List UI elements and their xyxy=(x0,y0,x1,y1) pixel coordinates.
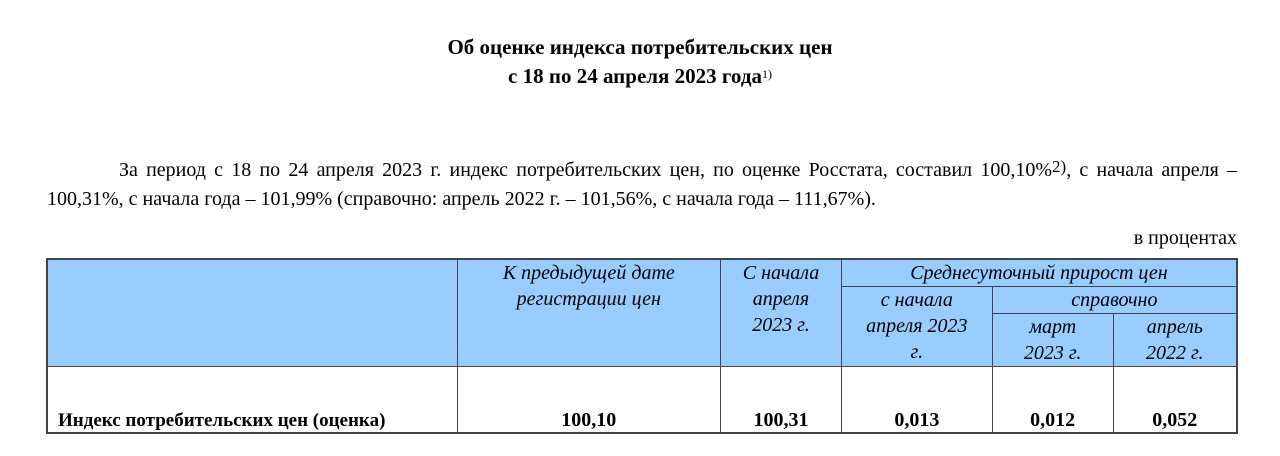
header-daily-growth: Среднесуточный прирост цен xyxy=(841,259,1237,287)
title-line-1: Об оценке индекса потребительских цен xyxy=(447,35,833,59)
header-april-2022: апрель 2022 г. xyxy=(1113,314,1237,367)
header-prev-date: К предыдущей дате регистрации цен xyxy=(457,259,721,367)
units-note: в процентах xyxy=(1133,227,1237,249)
paragraph-footnote-mark: 2) xyxy=(1052,157,1067,176)
title-footnote-mark: 1) xyxy=(761,67,772,81)
header-march-2023: март 2023 г. xyxy=(992,314,1113,367)
table-row xyxy=(47,367,1237,433)
summary-paragraph xyxy=(47,156,1237,214)
value-daily-since-april: 0,013 xyxy=(841,367,992,433)
value-march-2023: 0,012 xyxy=(992,367,1113,433)
header-reference: справочно xyxy=(992,287,1237,314)
header-empty-cell xyxy=(47,259,457,367)
paragraph-part-1: За период с 18 по 24 апреля 2023 г. индекс потребительских цен, по оценке Росстата, составил 100,10% xyxy=(119,159,1053,181)
header-daily-since-april: с начала апреля 2023 г. xyxy=(841,287,992,367)
value-prev-date: 100,10 xyxy=(457,367,721,433)
title-line-2-text: с 18 по 24 апреля 2023 года xyxy=(508,64,762,88)
cpi-table xyxy=(46,258,1238,434)
title-line-2 xyxy=(0,62,1280,91)
document-title xyxy=(0,33,1280,91)
paragraph-part-2: , с начала апреля – 100,31%, с начала года – 101,99% (справочно: апрель 2022 г. – 101,56%, с начала года – 111,67%). xyxy=(47,159,1237,210)
value-since-april: 100,31 xyxy=(721,367,842,433)
row-label: Индекс потребительских цен (оценка) xyxy=(47,367,457,433)
value-april-2022: 0,052 xyxy=(1113,367,1237,433)
header-since-april: С начала апреля 2023 г. xyxy=(721,259,842,367)
